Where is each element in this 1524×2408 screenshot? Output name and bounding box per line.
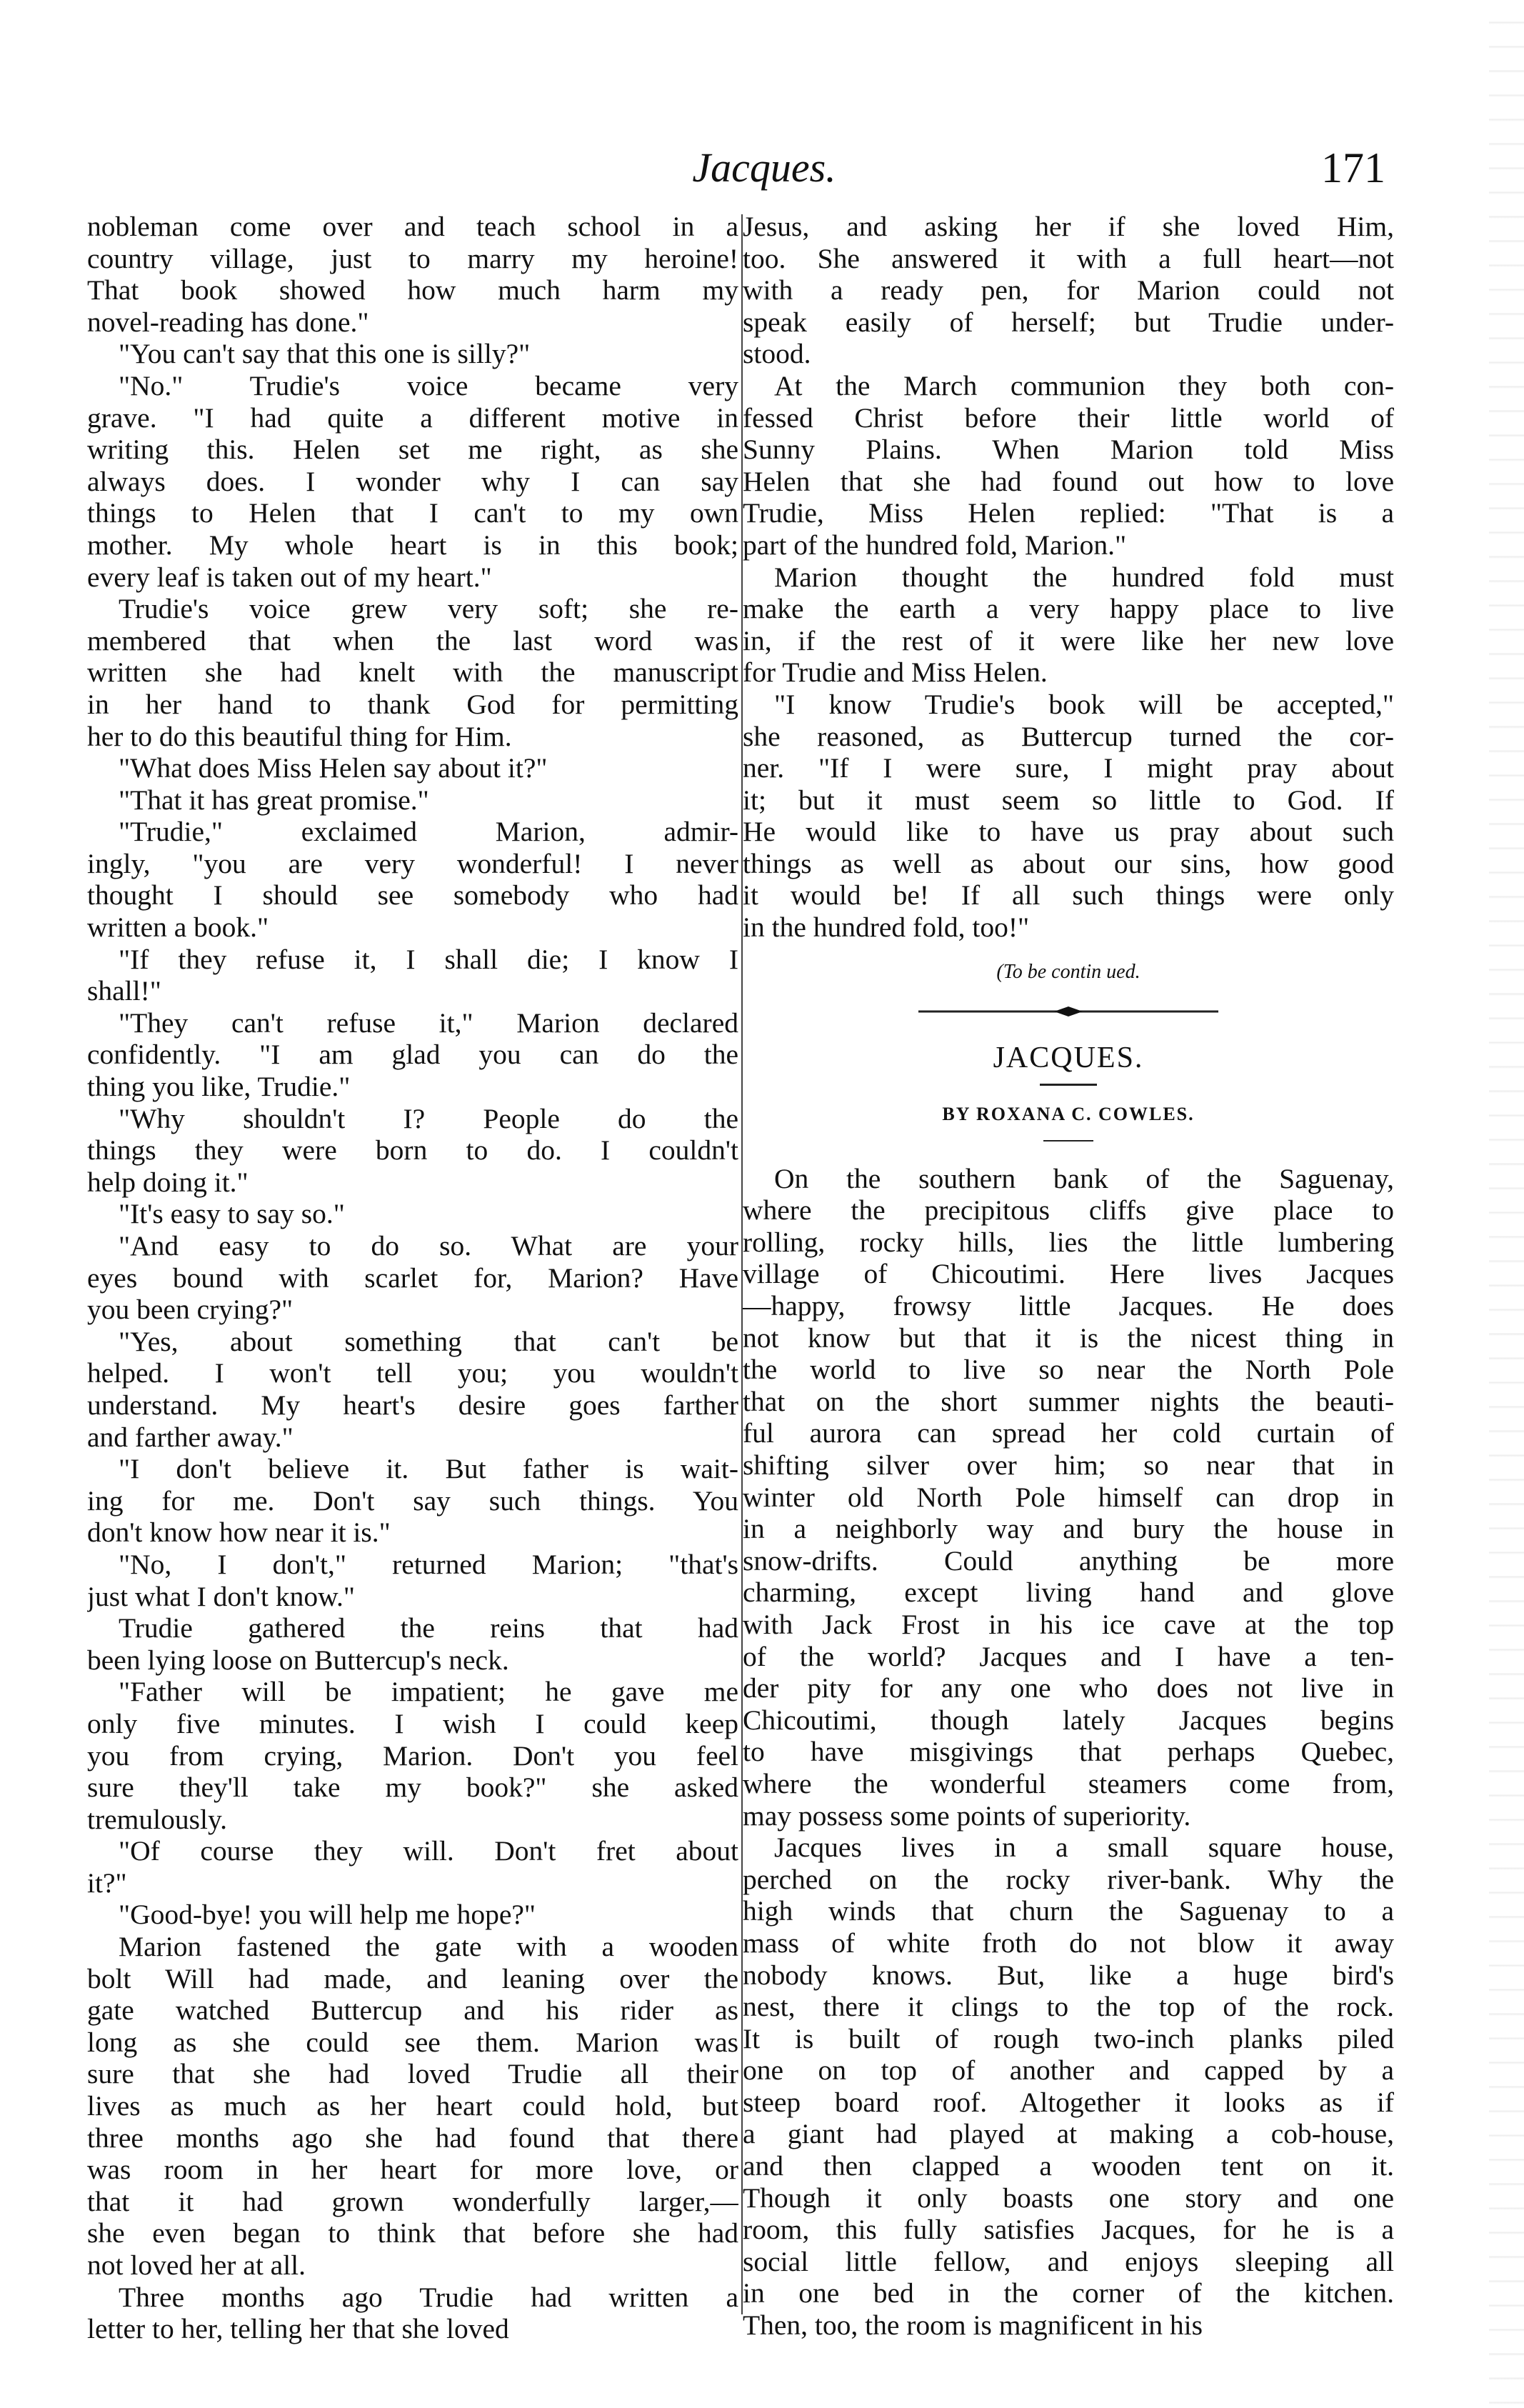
text-line: On the southern bank of the Saguenay, — [774, 1162, 1394, 1194]
text-line: written she had knelt with the manuscript — [87, 656, 738, 689]
text-line: in a neighborly way and bury the house in — [743, 1513, 1394, 1545]
text-line: ful aurora can spread her cold curtain of — [743, 1417, 1394, 1449]
text-line: village of Chicoutimi. Here lives Jacques — [743, 1258, 1394, 1290]
text-line: social little fellow, and enjoys sleeping all — [743, 2245, 1394, 2277]
scan-edge-artifact — [1489, 0, 1524, 2408]
text-line: writing this. Helen set me right, as she — [87, 434, 738, 466]
text-line: in one bed in the corner of the kitchen. — [743, 2277, 1394, 2309]
text-line: helped. I won't tell you; you wouldn't — [87, 1357, 738, 1389]
text-line: where the wonderful steamers come from, — [743, 1767, 1394, 1799]
text-line: high winds that churn the Saguenay to a — [743, 1895, 1394, 1927]
text-line: Helen that she had found out how to love — [743, 465, 1394, 497]
text-line: nobleman come over and teach school in a — [87, 211, 738, 242]
page-number: 171 — [1321, 144, 1385, 191]
text-line: where the precipitous cliffs give place to — [743, 1194, 1394, 1227]
text-line: "Trudie," exclaimed Marion, admir- — [119, 816, 738, 848]
article-body — [743, 1163, 1394, 2342]
text-line: to have misgivings that perhaps Quebec, — [743, 1736, 1394, 1768]
text-line: it?" — [87, 1867, 127, 1899]
text-line: novel-reading has done." — [87, 306, 369, 338]
text-line: help doing it." — [87, 1166, 249, 1198]
text-line: "No, I don't," returned Marion; "that's — [119, 1548, 738, 1580]
text-line: "You can't say that this one is silly?" — [119, 338, 531, 370]
text-line: He would like to have us pray about such — [743, 816, 1394, 848]
text-line: At the March communion they both con- — [774, 369, 1394, 401]
byline-rule — [1043, 1140, 1093, 1141]
text-line: Trudie's voice grew very soft; she re- — [119, 593, 738, 625]
text-line: was room in her heart for more love, or — [87, 2154, 738, 2186]
text-line: steep board roof. Altogether it looks as if — [743, 2086, 1394, 2118]
text-line: "Yes, about something that can't be — [119, 1325, 738, 1357]
text-line: —happy, frowsy little Jacques. He does — [743, 1290, 1394, 1322]
text-line: "It's easy to say so." — [119, 1198, 345, 1230]
text-line: Trudie, Miss Helen replied: "That is a — [743, 497, 1394, 529]
text-line: things they were born to do. I couldn't — [87, 1134, 738, 1166]
text-line: "That it has great promise." — [119, 784, 429, 816]
text-line: charming, except living hand and glove — [743, 1577, 1394, 1609]
text-line: Trudie gathered the reins that had — [119, 1612, 738, 1644]
text-line: the world to live so near the North Pole — [743, 1354, 1394, 1386]
text-line: and farther away." — [87, 1421, 294, 1453]
text-line: confidently. "I am glad you can do the — [87, 1039, 738, 1071]
text-line: Chicoutimi, though lately Jacques begins — [743, 1704, 1394, 1736]
text-line: don't know how near it is." — [87, 1517, 391, 1549]
text-line: it; but it must seem so little to God. If — [743, 784, 1394, 816]
text-line: one on top of another and capped by a — [743, 2054, 1394, 2087]
text-line: that it had grown wonderfully larger,— — [87, 2185, 738, 2217]
text-line: that on the short summer nights the beauti- — [743, 1385, 1394, 1417]
text-line: sure that she had loved Trudie all their — [87, 2058, 738, 2090]
text-line: only five minutes. I wish I could keep — [87, 1707, 738, 1739]
right-column — [743, 211, 1394, 2342]
text-line: Marion thought the hundred fold must — [774, 561, 1394, 593]
text-line: der pity for any one who does not live in — [743, 1672, 1394, 1704]
text-line: ing for me. Don't say such things. You — [87, 1484, 738, 1517]
text-line: "Good-bye! you will help me hope?" — [119, 1899, 536, 1931]
text-line: "If they refuse it, I shall die; I know I — [119, 943, 738, 975]
text-line: Three months ago Trudie had written a — [119, 2281, 738, 2313]
text-line: may possess some points of superiority. — [743, 1799, 1191, 1832]
title-rule — [1040, 1084, 1097, 1086]
text-line: make the earth a very happy place to live — [743, 593, 1394, 625]
text-line: tremulously. — [87, 1803, 228, 1835]
text-line: Sunny Plains. When Marion told Miss — [743, 434, 1394, 466]
text-line: ner. "If I were sure, I might pray about — [743, 752, 1394, 784]
text-line: shall!" — [87, 975, 161, 1007]
text-line: lives as much as her heart could hold, but — [87, 2090, 738, 2122]
text-line: "I know Trudie's book will be accepted," — [774, 688, 1394, 720]
running-title: Jacques. — [692, 144, 836, 191]
text-line: perched on the rocky river-bank. Why the — [743, 1863, 1394, 1895]
text-line: a giant had played at making a cob-house, — [743, 2118, 1394, 2150]
text-line: eyes bound with scarlet for, Marion? Have — [87, 1262, 738, 1294]
text-line: been lying loose on Buttercup's neck. — [87, 1644, 509, 1676]
text-line: speak easily of herself; but Trudie under- — [743, 306, 1394, 338]
text-line: Then, too, the room is magnificent in his — [743, 2309, 1203, 2342]
text-line: "I don't believe it. But father is wait- — [119, 1453, 738, 1485]
text-line: shifting silver over him; so near that in — [743, 1449, 1394, 1481]
text-line: mother. My whole heart is in this book; — [87, 529, 738, 561]
text-line: in her hand to thank God for permitting — [87, 688, 738, 720]
text-line: "No." Trudie's voice became very — [119, 369, 738, 401]
article-title: JACQUES. — [993, 1041, 1144, 1074]
text-line: mass of white froth do not blow it away — [743, 1927, 1394, 1959]
text-line: "Why shouldn't I? People do the — [119, 1102, 738, 1134]
text-line: with a ready pen, for Marion could not — [743, 274, 1394, 306]
text-line: you been crying?" — [87, 1294, 294, 1326]
text-line: country village, just to marry my heroine! — [87, 242, 738, 274]
text-line: and then clapped a wooden tent on it. — [743, 2150, 1394, 2182]
text-line: long as she could see them. Marion was — [87, 2026, 738, 2058]
text-line: Marion fastened the gate with a wooden — [119, 1931, 738, 1963]
text-line: stood. — [743, 338, 811, 370]
text-line: gate watched Buttercup and his rider as — [87, 1994, 738, 2027]
text-line: she reasoned, as Buttercup turned the cor- — [743, 720, 1394, 752]
text-line: she even began to think that before she had — [87, 2217, 738, 2249]
text-line: rolling, rocky hills, lies the little lumbering — [743, 1226, 1394, 1258]
text-line: always does. I wonder why I can say — [87, 465, 738, 497]
text-line: It is built of rough two-inch planks piled — [743, 2022, 1394, 2054]
text-line: things to Helen that I can't to my own — [87, 497, 738, 529]
text-line: fessed Christ before their little world of — [743, 401, 1394, 434]
text-line: thing you like, Trudie." — [87, 1071, 351, 1103]
text-line: Jesus, and asking her if she loved Him, — [743, 211, 1394, 242]
text-line: grave. "I had quite a different motive in — [87, 401, 738, 434]
text-line: winter old North Pole himself can drop in — [743, 1481, 1394, 1513]
text-line: not loved her at all. — [87, 2249, 306, 2281]
text-line: things as well as about our sins, how good — [743, 847, 1394, 879]
text-line: too. She answered it with a full heart—not — [743, 242, 1394, 274]
text-line: every leaf is taken out of my heart." — [87, 561, 492, 593]
text-line: "What does Miss Helen say about it?" — [119, 752, 548, 784]
text-line: Jacques lives in a small square house, — [774, 1832, 1394, 1864]
text-line: bolt Will had made, and leaning over the — [87, 1962, 738, 1994]
text-line: "Of course they will. Don't fret about — [119, 1835, 738, 1867]
left-column — [87, 211, 738, 2345]
text-line: That book showed how much harm my — [87, 274, 738, 306]
text-line: with Jack Frost in his ice cave at the top — [743, 1608, 1394, 1640]
text-line: nest, there it clings to the top of the rock. — [743, 1991, 1394, 2023]
text-line: in, if the rest of it were like her new love — [743, 624, 1394, 656]
story-continuation — [743, 211, 1394, 944]
section-divider-ornament — [743, 994, 1394, 1029]
text-line: "And easy to do so. What are your — [119, 1230, 738, 1262]
text-line: thought I should see somebody who had — [87, 879, 738, 911]
text-line: three months ago she had found that there — [87, 2122, 738, 2154]
text-line: Though it only boasts one story and one — [743, 2182, 1394, 2214]
text-line: her to do this beautiful thing for Him. — [87, 720, 512, 752]
text-line: for Trudie and Miss Helen. — [743, 656, 1048, 689]
text-line: ingly, "you are very wonderful! I never — [87, 847, 738, 879]
text-line: of the world? Jacques and I have a ten- — [743, 1640, 1394, 1672]
text-line: just what I don't know." — [87, 1580, 356, 1612]
text-line: sure they'll take my book?" she asked — [87, 1772, 738, 1804]
text-line: "They can't refuse it," Marion declared — [119, 1006, 738, 1039]
article-byline: BY ROXANA C. COWLES. — [942, 1103, 1195, 1124]
text-line: "Father will be impatient; he gave me — [119, 1676, 738, 1708]
to-be-continued-note: (To be contin ued. — [996, 960, 1141, 983]
text-line: not know but that it is the nicest thing in — [743, 1322, 1394, 1354]
text-line: membered that when the last word was — [87, 624, 738, 656]
text-line: in the hundred fold, too!" — [743, 911, 1030, 944]
text-line: written a book." — [87, 911, 269, 944]
text-line: understand. My heart's desire goes farther — [87, 1389, 738, 1421]
text-line: letter to her, telling her that she loved — [87, 2313, 509, 2345]
text-line: it would be! If all such things were only — [743, 879, 1394, 911]
text-line: nobody knows. But, like a huge bird's — [743, 1959, 1394, 1991]
text-line: part of the hundred fold, Marion." — [743, 529, 1127, 561]
text-line: you from crying, Marion. Don't you feel — [87, 1739, 738, 1772]
text-line: room, this fully satisfies Jacques, for he is a — [743, 2214, 1394, 2246]
text-line: snow-drifts. Could anything be more — [743, 1544, 1394, 1577]
